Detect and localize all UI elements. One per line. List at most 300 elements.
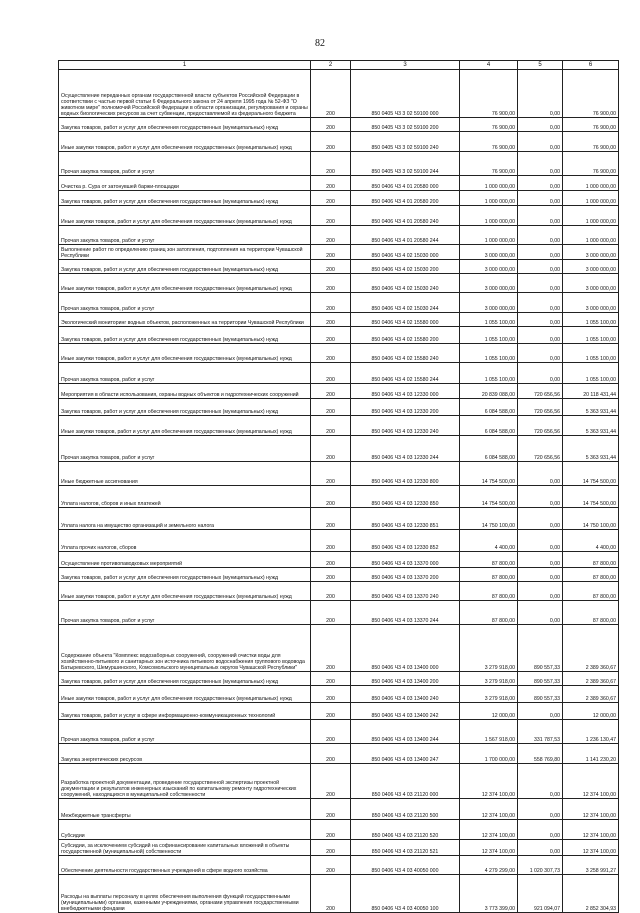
row-approved-amount	[460, 508, 518, 530]
row-code-group-text: 200	[326, 125, 335, 131]
row-budget-code	[351, 132, 460, 152]
row-unspent-amount	[518, 132, 563, 152]
table-row	[59, 820, 619, 840]
row-approved-amount-text: 6 084 588,00	[484, 429, 515, 435]
row-description	[59, 672, 311, 686]
row-code-group	[311, 764, 351, 799]
row-budget-code-text: 850 0405 Ч3 3 02 59100 200	[371, 125, 439, 131]
row-budget-code-text: 850 0406 Ч3 4 02 15030 200	[371, 267, 439, 273]
row-approved-amount-text: 87 800,00	[491, 594, 515, 600]
row-approved-amount	[460, 820, 518, 840]
row-description	[59, 764, 311, 799]
row-code-group	[311, 132, 351, 152]
row-approved-amount	[460, 686, 518, 703]
row-approved-amount-text: 1 055 100,00	[484, 337, 515, 343]
row-budget-code-text: 850 0406 Ч3 4 03 13400 244	[371, 737, 439, 743]
row-budget-code-text: 850 0405 Ч3 3 02 59100 000	[371, 111, 439, 117]
row-unspent-amount-text: 0,00	[549, 356, 560, 362]
row-code-group-text: 200	[326, 757, 335, 763]
row-unspent-amount	[518, 344, 563, 363]
row-approved-amount-text: 87 800,00	[491, 618, 515, 624]
row-approved-amount-text: 1 055 100,00	[484, 320, 515, 326]
row-budget-code	[351, 260, 460, 274]
row-approved-amount-text: 3 000 000,00	[484, 253, 515, 259]
table-row	[59, 118, 619, 132]
row-code-group	[311, 672, 351, 686]
row-code-group-text: 200	[326, 409, 335, 415]
row-approved-amount-text: 1 700 000,00	[484, 757, 515, 763]
row-executed-amount-text: 5 363 931,44	[585, 429, 616, 435]
table-row	[59, 744, 619, 764]
row-unspent-amount-text: 0,00	[549, 479, 560, 485]
row-approved-amount-text: 4 400,00	[494, 545, 515, 551]
row-executed-amount	[563, 856, 619, 875]
row-description	[59, 744, 311, 764]
row-budget-code	[351, 799, 460, 820]
row-executed-amount	[563, 132, 619, 152]
row-description-text: Уплата налога на имущество организаций и земельного налога	[61, 523, 214, 529]
row-unspent-amount	[518, 260, 563, 274]
row-description-text: Закупка товаров, работ и услуг для обеспечения государственных (муниципальных) нужд	[61, 575, 278, 581]
row-unspent-amount	[518, 70, 563, 118]
row-unspent-amount-text: 0,00	[549, 594, 560, 600]
row-unspent-amount-text: 0,00	[549, 306, 560, 312]
row-unspent-amount-text: 0,00	[549, 199, 560, 205]
row-unspent-amount-text: 0,00	[549, 125, 560, 131]
row-unspent-amount-text: 0,00	[549, 561, 560, 567]
row-code-group-text: 200	[326, 501, 335, 507]
row-code-group	[311, 462, 351, 486]
row-code-group-text: 200	[326, 199, 335, 205]
row-approved-amount	[460, 720, 518, 744]
row-budget-code-text: 850 0406 Ч3 4 03 21120 520	[371, 833, 439, 839]
row-executed-amount-text: 1 236 130,47	[585, 737, 616, 743]
row-code-group	[311, 720, 351, 744]
row-approved-amount-text: 12 374 100,00	[481, 833, 515, 839]
row-budget-code	[351, 672, 460, 686]
row-description-text: Закупка товаров, работ и услуг для обеспечения государственных (муниципальных) нужд	[61, 267, 278, 273]
row-approved-amount	[460, 118, 518, 132]
row-executed-amount-text: 14 754 500,00	[582, 479, 616, 485]
row-code-group-text: 200	[326, 429, 335, 435]
row-code-group-text: 200	[326, 455, 335, 461]
row-budget-code	[351, 363, 460, 384]
row-executed-amount	[563, 552, 619, 568]
row-approved-amount	[460, 462, 518, 486]
row-unspent-amount	[518, 582, 563, 601]
row-description-text: Осуществление противопаводковых мероприятий	[61, 561, 182, 567]
row-approved-amount	[460, 601, 518, 625]
row-approved-amount-text: 76 900,00	[491, 111, 515, 117]
row-budget-code	[351, 625, 460, 672]
row-unspent-amount-text: 0,00	[549, 377, 560, 383]
row-description	[59, 274, 311, 293]
table-row	[59, 582, 619, 601]
row-code-group-text: 200	[326, 545, 335, 551]
row-executed-amount	[563, 582, 619, 601]
row-code-group	[311, 274, 351, 293]
row-description-text: Прочая закупка товаров, работ и услуг	[61, 455, 155, 461]
row-executed-amount	[563, 191, 619, 206]
row-approved-amount	[460, 703, 518, 720]
row-code-group-text: 200	[326, 169, 335, 175]
table-row	[59, 720, 619, 744]
row-description-text: Субсидии, за исключением субсидий на софинансирование капитальных вложений в объекты государственной (муниципальной) собственности	[61, 843, 290, 855]
page-number: 82	[315, 38, 325, 49]
row-executed-amount-text: 3 258 991,27	[585, 868, 616, 874]
table-row	[59, 313, 619, 327]
table-row	[59, 293, 619, 313]
table-row	[59, 552, 619, 568]
row-code-group-text: 200	[326, 479, 335, 485]
table-row	[59, 840, 619, 856]
row-budget-code	[351, 206, 460, 226]
table-row	[59, 132, 619, 152]
row-unspent-amount	[518, 152, 563, 176]
row-unspent-amount	[518, 875, 563, 913]
row-approved-amount	[460, 344, 518, 363]
row-executed-amount-text: 3 000 000,00	[585, 286, 616, 292]
row-description-text: Иные закупки товаров, работ и услуг для обеспечения государственных (муниципальных) нужд	[61, 696, 292, 702]
row-approved-amount-text: 1 000 000,00	[484, 238, 515, 244]
table-row	[59, 856, 619, 875]
row-unspent-amount	[518, 720, 563, 744]
row-budget-code-text: 850 0406 Ч3 4 03 13370 244	[371, 618, 439, 624]
row-code-group-text: 200	[326, 253, 335, 259]
row-description-text: Закупка товаров, работ и услуг для обеспечения государственных (муниципальных) нужд	[61, 199, 278, 205]
table-row	[59, 274, 619, 293]
row-budget-code	[351, 552, 460, 568]
row-approved-amount	[460, 530, 518, 552]
row-description-text: Закупка энергетических ресурсов	[61, 757, 142, 763]
row-description	[59, 176, 311, 191]
row-budget-code-text: 850 0406 Ч3 4 03 12330 240	[371, 429, 439, 435]
row-description	[59, 152, 311, 176]
table-row	[59, 260, 619, 274]
row-code-group	[311, 152, 351, 176]
row-unspent-amount	[518, 625, 563, 672]
row-code-group	[311, 313, 351, 327]
row-description-text: Прочая закупка товаров, работ и услуг	[61, 306, 155, 312]
table-row	[59, 686, 619, 703]
row-code-group-text: 200	[326, 594, 335, 600]
table-row	[59, 703, 619, 720]
row-approved-amount	[460, 274, 518, 293]
row-executed-amount-text: 12 374 100,00	[582, 813, 616, 819]
row-unspent-amount	[518, 568, 563, 582]
row-approved-amount	[460, 206, 518, 226]
row-executed-amount	[563, 744, 619, 764]
row-executed-amount	[563, 764, 619, 799]
row-description-text: Прочая закупка товаров, работ и услуг	[61, 737, 155, 743]
row-code-group	[311, 820, 351, 840]
row-approved-amount-text: 3 279 918,00	[484, 696, 515, 702]
row-approved-amount-text: 3 773 399,00	[484, 906, 515, 912]
row-approved-amount-text: 12 374 100,00	[481, 813, 515, 819]
row-unspent-amount	[518, 293, 563, 313]
row-unspent-amount	[518, 327, 563, 344]
row-executed-amount-text: 76 900,00	[592, 111, 616, 117]
row-unspent-amount-text: 0,00	[549, 618, 560, 624]
row-unspent-amount-text: 0,00	[549, 111, 560, 117]
row-unspent-amount-text: 0,00	[549, 219, 560, 225]
row-description-text: Экологический мониторинг водных объектов, расположенных на территории Чувашской Республики	[61, 320, 304, 326]
row-code-group	[311, 856, 351, 875]
row-approved-amount	[460, 363, 518, 384]
row-executed-amount	[563, 313, 619, 327]
row-approved-amount-text: 1 055 100,00	[484, 377, 515, 383]
row-executed-amount	[563, 118, 619, 132]
row-executed-amount	[563, 416, 619, 436]
row-executed-amount-text: 1 000 000,00	[585, 238, 616, 244]
row-executed-amount	[563, 875, 619, 913]
row-executed-amount-text: 12 374 100,00	[582, 833, 616, 839]
row-executed-amount	[563, 568, 619, 582]
row-code-group	[311, 703, 351, 720]
row-executed-amount	[563, 176, 619, 191]
row-unspent-amount	[518, 552, 563, 568]
row-executed-amount	[563, 703, 619, 720]
row-unspent-amount	[518, 462, 563, 486]
row-description	[59, 191, 311, 206]
row-unspent-amount-text: 558 769,80	[534, 757, 560, 763]
row-executed-amount	[563, 462, 619, 486]
row-code-group-text: 200	[326, 737, 335, 743]
row-approved-amount	[460, 840, 518, 856]
row-unspent-amount	[518, 508, 563, 530]
table-row	[59, 384, 619, 399]
row-budget-code-text: 850 0406 Ч3 4 03 13400 000	[371, 665, 439, 671]
table-row	[59, 176, 619, 191]
row-executed-amount	[563, 245, 619, 260]
row-executed-amount	[563, 436, 619, 462]
row-unspent-amount	[518, 436, 563, 462]
row-unspent-amount-text: 0,00	[549, 145, 560, 151]
row-description-text: Прочая закупка товаров, работ и услуг	[61, 618, 155, 624]
row-approved-amount	[460, 152, 518, 176]
row-approved-amount	[460, 293, 518, 313]
row-approved-amount-text: 12 000,00	[491, 713, 515, 719]
row-unspent-amount-text: 331 787,53	[534, 737, 560, 743]
row-description	[59, 840, 311, 856]
table-row	[59, 327, 619, 344]
row-description-text: Осуществление переданных органам государственной власти субъектов Российской Федерации в соответствии с частью первой статьи 6 Федерального закона от 24 апреля 1995 года № 52-ФЗ "О животном мире" полномочий Российской Федерации в области организации, регулирования и охраны водных биологических ресурсов за счет субвенции, предоставляемой из федерального бюджета	[61, 93, 308, 117]
row-executed-amount-text: 1 000 000,00	[585, 219, 616, 225]
row-approved-amount	[460, 625, 518, 672]
row-executed-amount	[563, 686, 619, 703]
table-row	[59, 568, 619, 582]
row-executed-amount	[563, 399, 619, 416]
table-row	[59, 191, 619, 206]
row-description	[59, 384, 311, 399]
row-unspent-amount-text: 720 656,56	[534, 392, 560, 398]
row-description-text: Уплата налогов, сборов и иных платежей	[61, 501, 161, 507]
table-body	[59, 70, 619, 913]
table-row	[59, 226, 619, 245]
row-code-group	[311, 601, 351, 625]
row-budget-code	[351, 416, 460, 436]
table-row	[59, 436, 619, 462]
row-unspent-amount	[518, 226, 563, 245]
table-row	[59, 70, 619, 118]
row-approved-amount	[460, 875, 518, 913]
row-budget-code	[351, 327, 460, 344]
row-code-group-text: 200	[326, 713, 335, 719]
row-approved-amount-text: 76 900,00	[491, 125, 515, 131]
row-approved-amount-text: 14 750 100,00	[481, 523, 515, 529]
row-executed-amount	[563, 625, 619, 672]
row-code-group	[311, 245, 351, 260]
row-unspent-amount-text: 0,00	[549, 833, 560, 839]
row-code-group	[311, 508, 351, 530]
row-budget-code	[351, 530, 460, 552]
column-number-row	[59, 61, 619, 70]
row-executed-amount-text: 3 000 000,00	[585, 306, 616, 312]
column-header-2: 2	[311, 61, 351, 70]
row-executed-amount-text: 12 374 100,00	[582, 849, 616, 855]
row-budget-code	[351, 856, 460, 875]
row-description	[59, 875, 311, 913]
row-budget-code	[351, 176, 460, 191]
row-executed-amount-text: 1 055 100,00	[585, 320, 616, 326]
table-row	[59, 245, 619, 260]
row-budget-code	[351, 399, 460, 416]
row-code-group-text: 200	[326, 561, 335, 567]
row-approved-amount-text: 12 374 100,00	[481, 849, 515, 855]
row-budget-code-text: 850 0406 Ч3 4 03 12330 200	[371, 409, 439, 415]
row-budget-code-text: 850 0406 Ч3 4 01 20580 240	[371, 219, 439, 225]
row-approved-amount-text: 20 839 088,00	[481, 392, 515, 398]
row-approved-amount	[460, 416, 518, 436]
row-approved-amount	[460, 486, 518, 508]
row-description-text: Мероприятия в области использования, охраны водных объектов и гидротехнических сооружений	[61, 392, 299, 398]
row-executed-amount-text: 5 363 931,44	[585, 409, 616, 415]
row-executed-amount-text: 76 900,00	[592, 125, 616, 131]
row-unspent-amount-text: 0,00	[549, 713, 560, 719]
row-unspent-amount-text: 0,00	[549, 813, 560, 819]
row-code-group	[311, 384, 351, 399]
row-description-text: Закупка товаров, работ и услуг для обеспечения государственных (муниципальных) нужд	[61, 125, 278, 131]
row-unspent-amount	[518, 245, 563, 260]
row-executed-amount	[563, 260, 619, 274]
row-budget-code	[351, 744, 460, 764]
row-unspent-amount-text: 0,00	[549, 320, 560, 326]
row-budget-code	[351, 152, 460, 176]
row-unspent-amount-text: 0,00	[549, 501, 560, 507]
row-executed-amount	[563, 70, 619, 118]
row-approved-amount-text: 4 279 299,00	[484, 868, 515, 874]
row-unspent-amount-text: 0,00	[549, 523, 560, 529]
row-description	[59, 436, 311, 462]
row-description	[59, 206, 311, 226]
row-description	[59, 363, 311, 384]
row-budget-code	[351, 226, 460, 245]
table-row	[59, 416, 619, 436]
row-code-group-text: 200	[326, 618, 335, 624]
row-approved-amount-text: 87 800,00	[491, 561, 515, 567]
row-unspent-amount	[518, 764, 563, 799]
row-approved-amount	[460, 672, 518, 686]
row-budget-code-text: 850 0406 Ч3 4 01 20580 244	[371, 238, 439, 244]
row-code-group-text: 200	[326, 184, 335, 190]
row-approved-amount	[460, 436, 518, 462]
row-unspent-amount	[518, 118, 563, 132]
row-budget-code	[351, 486, 460, 508]
row-code-group	[311, 582, 351, 601]
row-description-text: Закупка товаров, работ и услуг для обеспечения государственных (муниципальных) нужд	[61, 409, 278, 415]
row-approved-amount	[460, 260, 518, 274]
row-description-text: Содержание объекта "Комплекс водозаборных сооружений, сооружений очистки воды для хозяйственно-питьевого и санитарных зон источника питьевого водоснабжения группового водовода Батыревского, Шемуршинского, Комсомольского муниципальных округов Чувашской Республики"	[61, 653, 305, 671]
row-code-group-text: 200	[326, 145, 335, 151]
row-executed-amount	[563, 226, 619, 245]
row-unspent-amount	[518, 313, 563, 327]
row-budget-code-text: 850 0406 Ч3 4 03 40050 100	[371, 906, 439, 912]
row-executed-amount	[563, 486, 619, 508]
row-unspent-amount	[518, 672, 563, 686]
row-executed-amount-text: 87 800,00	[592, 561, 616, 567]
row-unspent-amount	[518, 601, 563, 625]
row-approved-amount-text: 3 000 000,00	[484, 286, 515, 292]
row-description	[59, 486, 311, 508]
row-executed-amount	[563, 152, 619, 176]
row-description	[59, 118, 311, 132]
row-budget-code-text: 850 0406 Ч3 4 03 21120 500	[371, 813, 439, 819]
row-unspent-amount-text: 921 094,07	[534, 906, 560, 912]
row-description	[59, 686, 311, 703]
row-description-text: Выполнение работ по определению границ зон затопления, подтопления на территории Чувашской Республики	[61, 247, 303, 259]
row-executed-amount	[563, 384, 619, 399]
row-code-group-text: 200	[326, 356, 335, 362]
row-code-group-text: 200	[326, 679, 335, 685]
row-code-group-text: 200	[326, 306, 335, 312]
row-description-text: Прочая закупка товаров, работ и услуг	[61, 169, 155, 175]
row-description	[59, 313, 311, 327]
row-executed-amount-text: 87 800,00	[592, 575, 616, 581]
row-executed-amount	[563, 206, 619, 226]
row-code-group	[311, 260, 351, 274]
row-description-text: Закупка товаров, работ и услуг для обеспечения государственных (муниципальных) нужд	[61, 337, 278, 343]
row-executed-amount-text: 1 055 100,00	[585, 337, 616, 343]
row-executed-amount	[563, 344, 619, 363]
row-budget-code	[351, 820, 460, 840]
row-budget-code-text: 850 0406 Ч3 4 03 13400 240	[371, 696, 439, 702]
row-description	[59, 820, 311, 840]
row-description-text: Закупка товаров, работ и услуг для обеспечения государственных (муниципальных) нужд	[61, 679, 278, 685]
row-code-group-text: 200	[326, 833, 335, 839]
row-executed-amount	[563, 363, 619, 384]
row-approved-amount-text: 1 000 000,00	[484, 184, 515, 190]
row-approved-amount	[460, 582, 518, 601]
row-executed-amount	[563, 820, 619, 840]
row-executed-amount-text: 1 055 100,00	[585, 356, 616, 362]
table-row	[59, 399, 619, 416]
row-budget-code	[351, 191, 460, 206]
table-row	[59, 363, 619, 384]
row-executed-amount-text: 2 852 304,93	[585, 906, 616, 912]
row-budget-code	[351, 70, 460, 118]
row-budget-code	[351, 764, 460, 799]
row-description-text: Прочая закупка товаров, работ и услуг	[61, 377, 155, 383]
row-code-group	[311, 176, 351, 191]
row-description	[59, 582, 311, 601]
row-unspent-amount	[518, 686, 563, 703]
row-description-text: Разработка проектной документации, проведение государственной экспертизы проектной документации и результатов инженерных изысканий по капитальному ремонту гидротехнических сооружений, находящихся в муниципальной собственности	[61, 780, 297, 798]
row-approved-amount-text: 3 000 000,00	[484, 267, 515, 273]
table-row	[59, 875, 619, 913]
row-unspent-amount	[518, 399, 563, 416]
row-description-text: Уплата прочих налогов, сборов	[61, 545, 137, 551]
table-row	[59, 530, 619, 552]
